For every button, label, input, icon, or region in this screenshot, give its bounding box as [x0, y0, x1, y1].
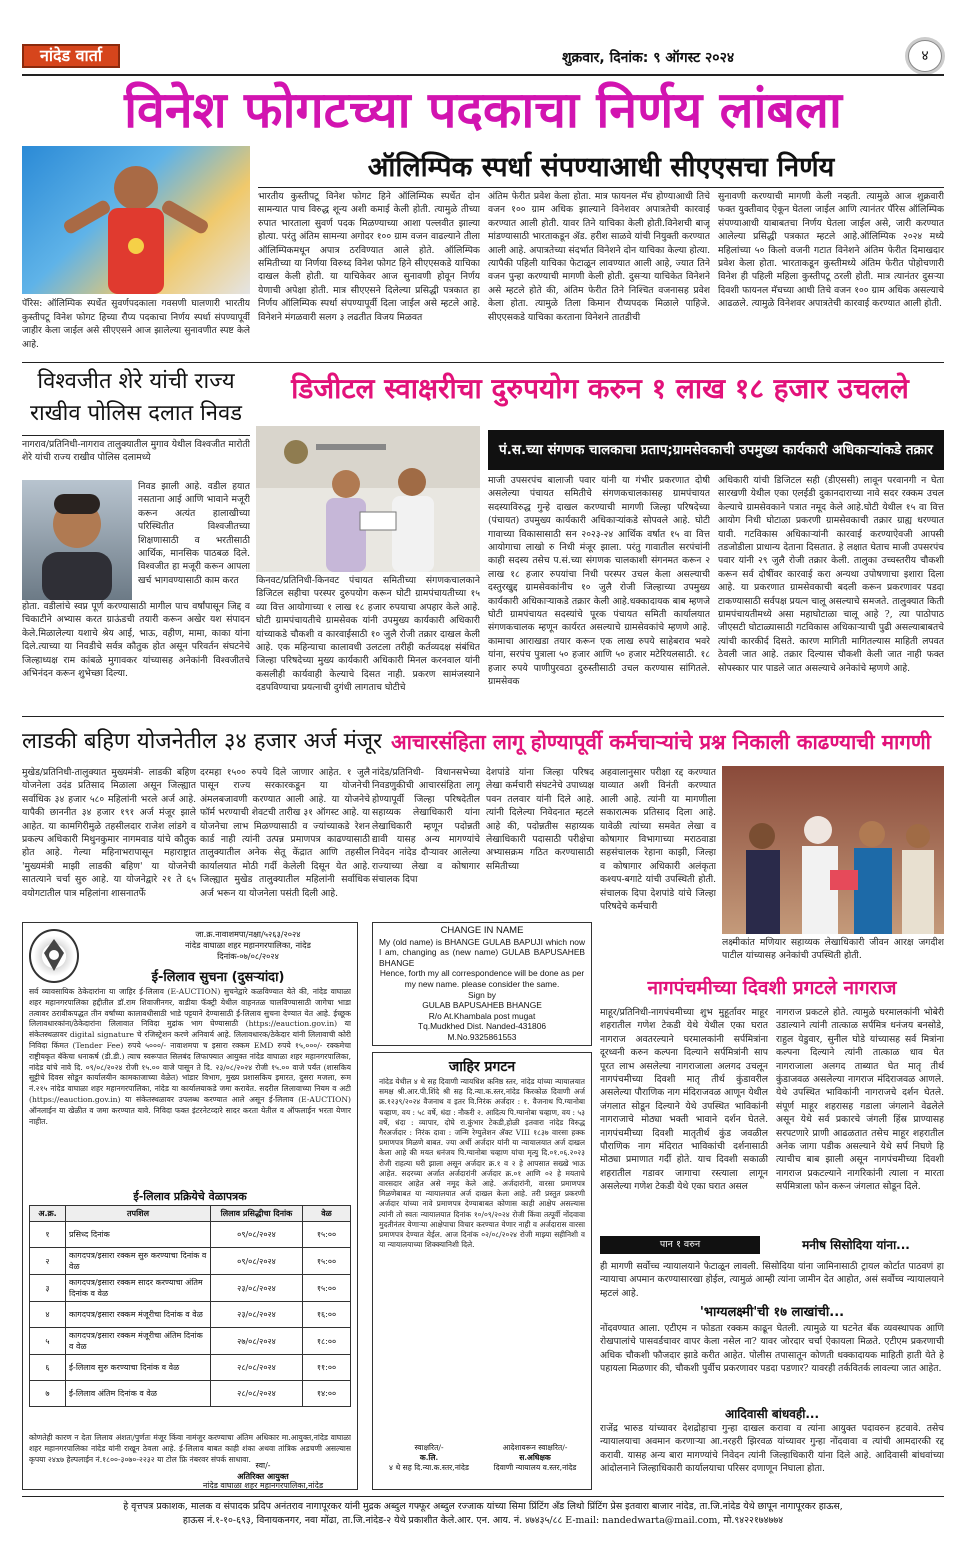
th-date: लिलाव प्रसिद्धीचा दिनांक [211, 1206, 303, 1222]
officials-photo [722, 766, 944, 934]
name-change-sign: Sign by [468, 989, 496, 1000]
story4-column-1: मुखेड/प्रतिनिधी-तालुक्यात मुख्यमंत्री- लाडकी बहिण योजनेला उदंड प्रतिसाद मिळाला असून जिल्ह्यात सर्वाधिक ३४ हजार ५८० महिलांनी भरले अर्ज आहे. यापैकी छाननीत ३४ हजार १९१ अर्ज मंजूर झाले आहेत. या कामगिरीमुळे तहसीलदार राजेश लांडगे व प्रकल्प अधिकारी मिथुनकुमार नागमवाड यांचे कौतुक होत आहे. गेल्या महिनाभरापासून महाराष्ट्रात 'मुख्यमंत्री माझी लाडकी बहिण' या योजनेची सातत्याने चर्चा सुरु आहे. या योजनेद्वारे २१ ते ६५ वयोगटातील पात्र महिलांना शासनातर्फे [22, 767, 196, 899]
story6-column-1: माहूर/प्रतिनिधी-नागपंचमीच्या शुभ मुहूर्तावर माहूर शहरातील गणेश टेकडी येथे येथील एका घरात नागराज अवतरल्याने घरमालकांनी सर्पमित्रांना दूरध्वनी करुन कल्पना दिल्याने सर्पमित्रांनी साप पूरत लाभ असलेल्या नागराजाला अलगद उचलून नागपंचमीच्या दिवशी मातृ तीर्थ कुंडावरील असलेल्या पौराणिक नाग मंदिराजवळ आणून येथील जंगलात सोडून दिल्याने येथे उपस्थित भाविकांनी नागराजाचे मोठ्या भक्ती भावाने दर्शन घेतले. नागपंचमीच्या दिवशी मातृतीर्थ कुंड जवळील पौराणिक नाग मंदिरात भाविकांची दर्शनासाठी मोठ्या प्रमाणात गर्दी होते. याच दिवशी सकाळी शहरातील गडावर जागाचा रस्त्याला लागून असलेल्या गणेश टेकडी येथे एका घरात असल [600, 1007, 768, 1193]
newspaper-logo: नांदेड वार्ता [22, 44, 120, 68]
name-change-mobile: M.No.9325861553 [447, 1031, 517, 1042]
schedule-cell: ०९/०८/२०२४ [211, 1222, 303, 1248]
eauction-notice [22, 922, 358, 1490]
story5-column-2: देशपांडे यांना जिल्हा परिषद लेखा कर्मचारी संघटनेचे उपाध्यक्ष पवन तलवार यांनी दिले आहे. त्यांनी दिलेल्या निवेदनात म्हटले आहे की, पदोन्नतीस सहाय्यक लेखाधिकारी पदासाठी परीक्षेचा अभ्यासक्रम गठित करण्यासाठी समितीच्या [486, 767, 594, 872]
th-serial: अ.क्र. [30, 1206, 66, 1222]
public-notice-body: नांदेड येथील ४ थे सह दिवाणी न्यायधिश कनिष्ठ स्तर, नांदेड यांच्या न्यायालयात समक्ष श्री.आर.पी.शिंदे श्री सह दि.न्या.क.स्तर,नांदेड किरकोळ दिवाणी अर्ज क्र.१२३९/२०२४ वैजनाथ व इतर वि.निरंक अर्जदार : १. वैजनाथ पि.ग्यानोबा चव्हाण, वय : ५८ वर्षे, धंदा : नौकरी २. आदित्य पि.ग्यानोबा चव्हाण, वय : ५३ वर्षे, धंदा : व्यापार, दोघे रा.कुंभार टेकडी,होळी इतवारा नांदेड विरुद्ध गैरअर्जदार : निरंक दावा : जन्मि रेग्युलेशन ॲक्ट VIII १८३७ वारसा हक्क प्रमाणपत्र मिळणे बाबत. ज्या अर्थी अर्जदार यांनी या न्यायालयात अर्ज दाखल केला आहे की मयत धनंजय पि.ग्यानोबा चव्हाण यांचा मृत्यु दि.०१.०६.२०२३ रोजी राहत्या घरी झाला असून अर्जदार क्र.१ व २ हे आपसात सख्खे भाऊ आहेत. सदरच्या अर्जात अर्जदारांनी अर्जदार क्र.०१ आणि ०२ हे मयताचे वारसदार आहेत असे नमूद केले आहे. अर्जदारांनी, वारसा प्रमाणपत्र मिळणेबाबत या न्यायालयात अर्ज दाखल केला आहे. तरी प्रस्तुत प्रकरणी अर्जदार यांच्या नावे प्रमाणपत्र देण्याबाबत कोणास काही आक्षेप असल्यास त्यांनी तो स्वतः न्यायालयात दिनांक १०/०९/२०२४ रोजी किंवा तत्पूर्वी नोंदवावा मुदतीनंतर येणाऱ्या आक्षेपाचा विचार करण्यात येणार नाही व अर्जदारास वारसा प्रमाणपत्र देण्यात येईल. आज दिनांक ०२/०८/२०२४ रोजी माझ्या सहीनिशी व या न्यायालयाच्या शिक्क्यानिशी दिले. [379, 1077, 585, 1250]
schedule-cell: २८/०८/२०२४ [211, 1381, 303, 1407]
story1-headline: विनेश फोगटच्या पदकाचा निर्णय लांबला [124, 81, 842, 139]
story7-para1: ही मागणी सर्वोच्च न्यायालयाने फेटाळून लावली. सिसोदिया यांना जामिनासाठी ट्रायल कोर्टात पाठवणं हा न्यायाचा अपमान करण्यासारखा होईल, त्यामुळं आम्ही त्यांना जामीन देत आहोत, असं सर्वोच्च न्यायालयाने म्हटलं आहे. [600, 1261, 944, 1299]
notice-sig1-title: क.लि. [419, 1453, 439, 1462]
notice-sig2: आदेशावरून स्वाक्षरित/- [502, 1443, 568, 1452]
story5-column-1: नांदेड/प्रतिनिधी- विधानसभेच्या निवडणुकीची आचारसंहिता लागू होण्यापूर्वी जिल्हा परिषदेतील सहाय्यक लेखाधिकारी यांना लेखाधिकारी म्हणून पदोन्नती द्यावी यासह अन्य मागण्यांचे निवेदन नांदेड दौऱ्यावर आलेल्या राज्याच्या लेखा व कोषागार संचालक दिपा [372, 767, 480, 886]
schedule-cell: २८/०८/२०२४ [211, 1355, 303, 1381]
schedule-cell: २ [30, 1248, 66, 1275]
story2-body: होता. वडीलांचे स्वप्न पूर्ण करण्यासाठी मागील पाच वर्षांपासून जिद्द व चिकाटीने अभ्यास करत ग्राऊंडची तयारी करून अखेर यश संपादन केले.मिळालेल्या यशाचे श्रेय आई, भाऊ, वहीण, मामा, काका यांना दिले.त्याच्या या निवडीचे सर्वत्र कौतुक होत असून परिवर्तन संघटनेचे जिल्हाध्यक्ष राम कांबळे मुगावकर यांच्यासह अनेकांनी विश्वजीतचे अभिनंदन करून शुभेच्छा दिल्या. [22, 601, 250, 680]
story2-wrap-text: निवड झाली आहे. वडील हयात नसताना आई आणि भावाने मजूरी करून अत्यंत हालाखीच्या परिस्थितीत विश्वजीतच्या शिक्षणासाठी व भरतीसाठी आर्थिक, मानसिक पाठबळ दिले. विश्वजीत हा मजूरी करून आपला खर्च भागवण्यासाठी काम करत [138, 481, 250, 586]
schedule-row [30, 1355, 351, 1381]
eauction-sign-label: स्वा/- [255, 1461, 271, 1470]
schedule-cell: १ [30, 1222, 66, 1248]
schedule-cell: ७ [30, 1381, 66, 1407]
story2-intro: नागराव/प्रतिनिधी-नागराव तालुक्यातील मुगाव येथील विश्वजीत मारोती शेरे यांची राज्य राखीव पोलिस दलामध्ये [22, 439, 250, 464]
notice-sig1: स्वाक्षरित/- [414, 1443, 444, 1452]
schedule-cell: ०९/०८/२०२४ [211, 1248, 303, 1275]
schedule-cell: २७/०८/२०२४ [211, 1328, 303, 1355]
story1-column-3: सुनावणी करण्याची मागणी केली नव्हती. त्यामुळे आज शुक्रवारी फक्त युक्तीवाद ऐकून घेतला जाईल आणि त्यानंतर पॅरिस ऑलिम्पिक संपण्याआधी याबाबतचा निर्णय घेतला जाईल असे, जारी करण्यात आलेल्या प्रसिद्धी पत्रकात म्हटले आहे.ऑलिम्पिक २०२४ मध्ये महिलांच्या ५० किलो वजनी गटात विनेशने अंतिम फेरीत दिमाखदार प्रवेश केला होता. भारताकडून कुस्तीमध्ये अंतिम फेरीत पोहोचणारी विनेश ही पहिली महिला कुस्तीपटू ठरली होती. मात्र त्यानंतर दुसऱ्या दिवशी फायनल मॅचच्या आधी तिचे वजन १०० ग्राम अधिक असल्याचे आढळले. त्यामुळे विनेशवर अपात्रतेची कारवाई करण्यात आली होती. [718, 191, 944, 310]
name-change-body: My (old name) is BHANGE GULAB BAPUJI which now I am, changing as (new name) GULAB BAPUSAHEB BHANGE [379, 936, 585, 968]
story3-column-2: अधिकारी यांची डिजिटल सही (डीएससी) लावून परवानगी न घेता सारखणी येथील एका एलईडी दुकानदाराच्या नावे सदर रक्कम उचल केल्याचे ग्रामसेवकाने पत्रात नमूद केले आहे.घोटी येथील १५ वा वित्त आयोग निधी घोटाळा प्रकरणी ग्रामसेवकाची तक्रार ग्राह्य धरण्यात यावी. गटविकास अधिकाऱ्यांनी कारवाई करण्याऐवजी आपसी तडजोडीला प्राधान्य देताना दिसतात. हे लक्षात घेताच माजी उपसरपंच पवार यांनी २९ जुलै रोजी तक्रार केली. तालुका उच्चस्तरीय चौकशी करून सर्व दोषींवर कारवाई करा अन्यथा उपोषणाचा इशारा दिला आहे. या प्रकरणात ग्रामसेवकाची बदली करून प्रकरणावर पडदा टाकण्यासाठी सर्वपक्ष प्रयत्न चालू असल्याचे समजते. तालुक्यात किती ग्रामपंचायतीमध्ये असा महाघोटाळा चालू आहे ?, त्या पाठोपाठ जीएसटी घोटाळ्यासाठी गटविकास अधिकाऱ्याची पुढी असल्याबाबतचे त्यांची कारकीर्द दिसते. कारण मागिती मागितल्यास माहिती लपवत ठेवली जात आहे. तक्रार दिल्यास चौकशी केली जात नाही फक्त सोपस्कार पार पाडले जात असल्याचे अनेकांचे म्हणणे आहे. [718, 475, 944, 674]
schedule-cell: २३/०८/२०२४ [211, 1275, 303, 1302]
story7-para2: नोंदवण्यात आला. एटीएम न फोडता रक्कम काढून घेतली. त्यामुळे या घटनेत बँक व्यवस्थापक आणि रोखपालांचे पासवर्डचावर वापर केला नसेल ना? यावर जोरदार चर्चा ऐकायला मिळते. एटीएम प्रकरणाची अधिक चौकशी फौजदार झाडे करीत आहेत. पोलीस तपासातून कोणती धक्कादायक माहिती हाती येते हे पहायला मिळणार की, चौकशी पुर्वीच प्रकरणावर पडदा पडणार? यावरही तर्कवितर्क लावल्या जात आहेत. [600, 1323, 944, 1375]
athlete-photo [22, 146, 250, 294]
schedule-cell: कागदपत्र/इसारा रक्कम सादर करण्याचा अंतिम दिनांक व वेळ [66, 1275, 211, 1302]
page-number: ४ [908, 40, 942, 72]
name-change-addr2: Tq.Mudkhed Dist. Nanded-431806 [417, 1021, 547, 1032]
schedule-row [30, 1222, 351, 1248]
eauction-footer: कोणतेही कारण न देता लिलाव अंशतः/पुर्णतः मंजूर किंवा नामंजुर करण्याचा अंतिम अधिकार मा.आयुक्त,नांदेड वाघाळा शहर महानगरपालिका नांदेड यांनी राखून ठेवला आहे. ई-लिलाव बाबत काही शंका अथवा तांत्रिक अडचणी असल्यास कृपया २४x७ हेल्पलाईन नं.१८००-३०७०-२२३२ या टोल फ्रि नंबरवर संपर्क साधावा. [29, 1433, 351, 1464]
notice-sig1-office: ४ थे सह दि.न्या.क.स्तर,नांदेड [389, 1463, 469, 1472]
story5-headline: आचारसंहिता लागू होण्यापूर्वी कर्मचाऱ्यांचे प्रश्न निकाली काढण्याची मागणी [391, 730, 931, 754]
eauction-body: सर्व व्यावसायिक ठेकेदारांना या जाहिर ई-लिलाव (E-AUCTION) सुचनेद्वारे कळविण्यात येते की, नांदेड वाघाळा शहर महानगरपालिका हद्दीतील डॉ.राम शिवाजीनगर, वाडीया फॅक्ट्री येथील वाहनतळ चालविण्यासाठी जागेचा भाडा तत्वावर ठरावीकपद्धत तीन वर्षांच्या कालावधीसाठी भाडे पट्टयाने देण्यासाठी ई-लिलाव सुचना देण्यात येत आहे. ईच्छूक लिलावधारकांना/ठेकेदारांना लिलावात निविदा मुद्रांक भाग घेण्यासाठी (https://eauction.gov.in) या संकेतस्थळावर digital signature चे रजिस्ट्रेशन करणे अनिवार्य आहे. लिलावधारक/ठेकेदार यांनी लिलावाची कोरी निविदा किंमत (Tender Fee) रुपये ५०००/- नावाशमपा च इसारा रक्कम EMD रुपये १५,०००/- रक्कमेचा राष्ट्रीयकृत बॅकेचा धनाकर्ष (डी.डी.) त्याच स्वरूपात सिलबंद लिफाफ्यात आयुक्त नांदेड वाघाळा शहर महानगरपालिका, नांदेड यांचे नावे दि. ०९/०८/२०२४ रोजी १५.०० वाजे पासून ते दि. २३/०८/२०२४ रोजी १५.०० वाजे पर्यंत (शासकिय सुट्टीचे दिवस सोडून कार्यालयीन कामकाजाच्या वेळेत) भांडार विभाग, मुख्य प्रशासकिय इमारत, दुसरा मजला, रूम नं.२१५ नांदेड वाघाळा शहर महानगरपालिका, नांदेड या कार्यालयाकडे जमा करावेत. सदरील लिलावाच्या नियम व अटी (https://eauction.gov.in) या संकेतस्थळावर उपलब्ध करण्यात आले असून ई-लिलाव (E-AUCTION) ऑनलाईन या खेळीत व जमा करण्यात यावे. निविदा फक्त इंटरनेटव्दारे सादर करता येतील व ऑफलाईन भरता येणार नाहीत. [29, 987, 351, 1126]
eauction-ref-date: दिनांक-०७/०८/२०२४ [217, 951, 279, 961]
schedule-cell: ई-लिलाव सुरु करण्याचा दिनांक व वेळ [66, 1355, 211, 1381]
story7-heading3: आदिवासी बांधवही... [724, 1407, 820, 1421]
schedule-row [30, 1328, 351, 1355]
municipal-emblem [29, 929, 79, 983]
person-photo [22, 480, 132, 600]
schedule-cell: २३/०८/२०२४ [211, 1302, 303, 1328]
story3-subhead: पं.स.च्या संगणक चालकाचा प्रताप;ग्रामसेवकाची उपमुख्य कार्यकारी अधिकाऱ्यांकडे तक्रार [488, 430, 944, 470]
schedule-row [30, 1381, 351, 1407]
eauction-ref-office: नांदेड वाघाळा शहर महानगरपालिका, नांदेड [185, 940, 311, 950]
schedule-cell: ६ [30, 1355, 66, 1381]
notice-sig2-title: स.अधिक्षक [519, 1453, 551, 1462]
story1-subhead: ऑलिम्पिक स्पर्धा संपण्याआधी सीएएसचा निर्णय [367, 152, 835, 183]
eauction-ref-no: जा.क्र.नावाशमपा/नक्षा/५२६३/२०२४ [195, 929, 301, 939]
schedule-cell: ११:०० [303, 1355, 351, 1381]
story2-headline-line2: राखीव पोलिस दलात निवड [29, 401, 243, 426]
schedule-cell: १५:०० [303, 1248, 351, 1275]
schedule-cell: १८:०० [303, 1328, 351, 1355]
name-change-title: CHANGE IN NAME [440, 925, 524, 936]
schedule-cell: ई-लिलाव अंतिम दिनांक व वेळ [66, 1381, 211, 1407]
schedule-cell: १४:०० [303, 1381, 351, 1407]
notice-sig2-office: दिवाणी न्यायालय व.स्तर,नांदेड [493, 1463, 577, 1472]
handover-photo [256, 426, 480, 572]
dateline: शुक्रवार, दिनांक: ९ ऑगस्ट २०२४ [562, 50, 735, 66]
story1-photo-caption: पॅरिस: ऑलिम्पिक स्पर्धेत सुवर्णपदकाला गवसणी घालणारी भारतीय कुस्तीपटू विनेश फोगट हिच्या रौप्य पदकाचा निर्णय स्पर्धा संपण्यापूर्वी जाहीर केला जाईल असे सीएएसने आज झालेल्या सुनावणीत स्पष्ट केले आहे. [22, 299, 250, 350]
eauction-sign-title: अतिरिक्त आयुक्त [237, 1471, 289, 1481]
story7-para3: राजेंद्र भारुड यांच्यावर देशद्रोहाचा गुन्हा दाखल करावा व त्यांना आयुक्त पदावरुन हटवावे. तसेच न्यायालयाचा अवमान करणाऱ्या आ.नरहरी झिरवळ यांच्यावर गुन्हा नोंदवावा व त्यांची आमदारकी रद्द करावी. यासह अन्य बारा मागण्यांचे निवेदन त्यांनी जिल्हाधिकारी यांना दिले आहे. आदिवासी बांधवांच्या आंदोलनाने जिल्हाधिकारी कार्यालयाचा परिसर दणाणून निघाला होता. [600, 1423, 944, 1475]
schedule-cell: प्रसिध्द दिनांक [66, 1222, 211, 1248]
story5-photo-caption: लक्ष्मीकांत मणियार सहाय्यक लेखाधिकारी जीवन आरक्ष जगदीश पाटील यांच्यासह अनेकांची उपस्थिती होती. [722, 937, 944, 962]
imprint-line2: हाऊस नं.१-१०-६९३, विनायकनगर, नवा मोंढा, ता.जि.नांदेड-२ येथे प्रकाशीत केले.आर. एन. आय. नं. ४७४३५/८८ E-mail: nandedwarta@mail.com, मो.९४२२१७४७७४ [182, 1515, 784, 1526]
name-change-addr1: R/o At.Khambala post mugat [428, 1010, 536, 1021]
imprint-line: हे वृत्तपत्र प्रकाशक, मालक व संपादक प्रदिप अनंतराव नागापूरकर यांनी मुद्रक अब्दुल गफ्फूर अब्दुल रज्जाक यांच्या सिमा प्रिंटिंग अँड लिथो प्रिंटिंग प्रेस इतवारा बाजार नांदेड, ता.जि.नांदेड येथे छापून नागापूरकर हाऊस, [123, 1501, 843, 1512]
story1-column-1: भारतीय कुस्तीपटू विनेश फोगट हिने ऑलिम्पिक स्पर्धेत दोन सामन्यात पाच विरुद्ध शून्य अशी कमाई केली होती. त्यामुळे तीच्या रुपात भारताला सुवर्ण पदक मिळण्याच्या आशा पल्लवीत झाल्या होत्या. परंतु अंतिम सामन्या अगोदर १०० ग्राम वजन वाढल्याने तीला ऑलिम्पिकमधून अपात्र ठरविण्यात आले होते. ऑलिम्पिक समितीच्या या निर्णया विरुध्द विनेश फोगट हिने सीएएसकडे याचिका दाखल केली होती. या याचिकेवर आज सुनावणी होवून निर्णय येणाची अपेक्षा होती. मात्र सीएएसने दिलेल्या प्रसिद्धी पत्रकात हा निर्णय ऑलिम्पिक स्पर्धा संपण्यापूर्वी दिला जाईल असे म्हटले आहे. विनेशने मंगळवारी सलग ३ लढतीत विजय मिळवत [258, 191, 480, 323]
schedule-row [30, 1275, 351, 1302]
schedule-cell: कागदपत्र/इसारा रक्कम मंजूरीचा अंतिम दिनांक व वेळ [66, 1328, 211, 1355]
name-change-body2: Hence, forth my all correspondence will be done as per my new name. please consider the same. [379, 968, 585, 989]
schedule-cell: ३ [30, 1275, 66, 1302]
story7-heading2: 'भाग्यलक्ष्मी'ची १७ लाखांची... [699, 1305, 845, 1320]
eauction-sign-office: नांदेड वाघाळा शहर महानगरपालिका,नांदेड [202, 1481, 324, 1490]
story6-column-2: नागराज प्रकटले होते. त्यामुळे घरमालकांनी भोबेरी उडाल्याने त्यांनी तात्काळ सर्पमित्र धनंजय बनसोडे, राहुल येडुवार, सुनील घोडे यांच्यासह सर्व मित्रांना कल्पना दिल्याने त्यांनी तात्काळ धाव घेत नागराजाला अलगद ताब्यात घेत मातृ तीर्थ कुंडाजवळ असलेल्या नागराज मंदिराजवळ आणले. येथे उपस्थित भाविकांनी नागराजचे दर्शन घेतले. संपूर्ण माहूर शहरासह गडाला जंगलाने वेढलेले असून येथे सर्व प्रकारचे जंगली हिंस्र प्राण्यासह सरपटणारे प्राणी आढळतात तसेच माहूर शहरातील अनेक जागा पडीक असल्याने येथे सर्प निघणे हि त्याचीच बाब झाली असून नागपंचमीच्या दिवशी नागराज प्रकटल्याने नागरिकांनी त्याला न मारता सर्पमित्राला फोन करून जंगलात सोडून दिले. [776, 1007, 944, 1193]
continued-tag: पान १ वरुन [600, 1236, 760, 1254]
story3-photo-caption: किनवट/प्रतिनिधी-किनवट पंचायत समितीच्या संगणकचालकाने डिजिटल सहीचा परस्पर दुरुपयोग करून घोटी ग्रामपंचायतीच्या १५ व्या वित्त आयोगाच्या १ लाख १८ हजार रुपयाचा अपहार केले आहे. घोटी ग्रामपंचायतीचे ग्रामसेवक यांनी उपमुख्य कार्यकारी अधिकारी यांच्याकडे चौकशी व कारवाईसाठी १० जुलै रोजी तक्रार दाखल केली आहे. एक महिन्याचा कालावधी उलटला तरीही कर्तव्यदक्ष संबंधित जिल्हा परिषदेच्या मुख्य कार्यकारी अधिकारी मिनल करनवाल यांनी कसलीही कार्यवाही केल्याचे दिसत नाही. प्रकरण सामंजस्याने दडपविण्याचा प्रयत्नाची दुगंधी लागताच घोटीचे [256, 575, 480, 694]
name-change-notice [372, 922, 592, 1046]
story5-column-3: अहवालानुसार परीक्षा रद्द करण्यात याव्यात अशी विनंती करण्यात आली आहे. त्यांनी या मागणीला सकारात्मक प्रतिसाद दिला आहे. यावेळी त्यांच्या समवेत लेखा व कोषागार विभागाच्या मराठवाडा सहसंचालक रेहाना काझी, जिल्हा व कोषागार अधिकारी अलंकृता कश्यप-बगाटे यांची उपस्थिती होती. संचालक दिपा देशपांडे यांचे जिल्हा परिषदेचे कर्मचारी [600, 767, 716, 913]
schedule-cell: कागदपत्र/इसारा रक्कम मंजूरीचा दिनांक व वेळ [66, 1302, 211, 1328]
schedule-cell: ४ [30, 1302, 66, 1328]
story2-headline-line1: विश्वजीत शेरे यांची राज्य [37, 369, 235, 394]
eauction-schedule-title: ई-लिलाव प्रक्रियेचे वेळापत्रक [133, 1190, 247, 1203]
schedule-cell: १५:०० [303, 1222, 351, 1248]
schedule-row [30, 1302, 351, 1328]
th-time: वेळ [303, 1206, 351, 1222]
name-change-name: GULAB BAPUSAHEB BHANGE [422, 1000, 542, 1011]
th-detail: तपशिल [66, 1206, 211, 1222]
schedule-cell: १६:०० [303, 1302, 351, 1328]
story1-column-2: अंतिम फेरीत प्रवेश केला होता. मात्र फायनल मॅच होण्याआधी तिचे वजन १०० ग्राम अधिक झाल्याने विनेशवर अपात्रतेची कारवाई करण्यात आली होती. यावर तिने याचिका केली होती.विनेशची बाजू मांडण्यासाठी भारताकडून ॲड. हरीश साळवे यांची नियुक्ती करण्यात आली आहे. अपात्रतेच्या संदर्भात विनेशने दोन याचिका केल्या होत्या. त्यापैकी पहिली याचिका फेटाळून लावण्यात आली आहे, ज्यात तिने वजन पुन्हा करण्याची मागणी केली होती. दुसऱ्या याचिकेत विनेशने असे म्हटले होते की, अंतिम फेरीत तिने निश्चित वजनासह प्रवेश केला होता. त्यामुळे तिला किमान रौप्यपदक मिळाले पाहिजे. सीएएसकडे याचिका करताना विनेशने तातडीची [488, 191, 710, 323]
story4-headline: लाडकी बहिण योजनेतील ३४ हजार अर्ज मंजूर [22, 729, 382, 754]
public-notice [372, 1052, 592, 1490]
schedule-cell: ५ [30, 1328, 66, 1355]
story3-column-1: माजी उपसरपंच बालाजी पवार यांनी या गंभीर प्रकरणात दोषी असलेल्या पंचायत समितीचे संगणकचालकासह ग्रामपंचायत सदस्याविरुद्ध गुन्हे दाखल करण्याची मागणी जिल्हा परिषदेच्या (पंचायत) उपमुख्य कार्यकारी अधिकाऱ्यांकडे सोपवले आहे. घोटी गावाच्या विकासासाठी सन २०२३-२४ आर्थिक वर्षात १५ वा वित्त आयोगाचा लाखो रु निधी मंजूर झाला. परंतु गावातील सरपंचांनी काही सदस्य तसेच प.सं.च्या संगणक चालकाशी संगनमत करून २ लाख १८ हजार रुपयांचा निधी परस्पर उचल केला असल्याची दस्तुरखुद्द ग्रामसेवकांनीच १० जुलै रोजी जिल्हाच्या उपमुख्य कार्यकारी अधिकाऱ्याकडे तक्रार केली आहे.धक्कादायक बाब म्हणजे घोटी ग्रामपंचायत सदस्यांचे पूरक पंचायत समिती कार्यालयात संगणकचालक म्हणून कार्यरत असल्याचे ग्रामसेवकांचे म्हणणे आहे. कामाचा आराखडा तयार करून एक लाख रुपये साहेबराव भवरे यांना, सरपंच पुत्राला ५० हजार आणि ५० हजार मटेरियलसाठी. १८ हजार रुपये पाणीपुरवठा दुरुस्तीसाठी उचल करण्यास सांगितले. ग्रामसेवक [488, 475, 710, 688]
story7-heading: मनीष सिसोदिया यांना... [802, 1238, 910, 1252]
story6-headline: नागपंचमीच्या दिवशी प्रगटले नागराज [647, 977, 897, 999]
schedule-row [30, 1248, 351, 1275]
eauction-schedule-table [29, 1205, 351, 1407]
eauction-title: ई-लिलाव सुचना (दुसऱ्यांदा) [151, 970, 285, 985]
schedule-cell: कागदपत्र/इसारा रक्कम सुरु करण्याचा दिनांक व वेळ [66, 1248, 211, 1275]
story3-headline: डिजीटल स्वाक्षरीचा दुरुपयोग करुन १ लाख १८ हजार उचलले [291, 372, 909, 405]
story4-column-2: दरमहा १५०० रुपये दिले जाणार आहेत. १ जुलै पासून राज्य सरकारकडून या योजनेची अंमलबजावणी करण्यात आली आहे. या योजनेचे फॉर्म भरण्याची शेवटची तारीख ३१ ऑगस्ट आहे. या योजनेचा लाभ मिळण्यासाठी व ज्यांच्याकडे रेशन कार्ड नाही त्यांनी उत्पन्न प्रमाणपत्र काढण्यासाठी तालुक्यातील अनेक सेतू केंद्रात आणि तहसील कार्यालयात मोठी गर्दी केलेली दिसून येत आहे. जिल्ह्यात मुखेड तालुक्यातील महिलांनी सर्वाधिक अर्ज भरून या योजनेला पसंती दिली आहे. [200, 767, 370, 899]
masthead [22, 42, 944, 72]
schedule-cell: १५:०० [303, 1275, 351, 1302]
public-notice-title: जाहिर प्रगटन [448, 1059, 516, 1075]
